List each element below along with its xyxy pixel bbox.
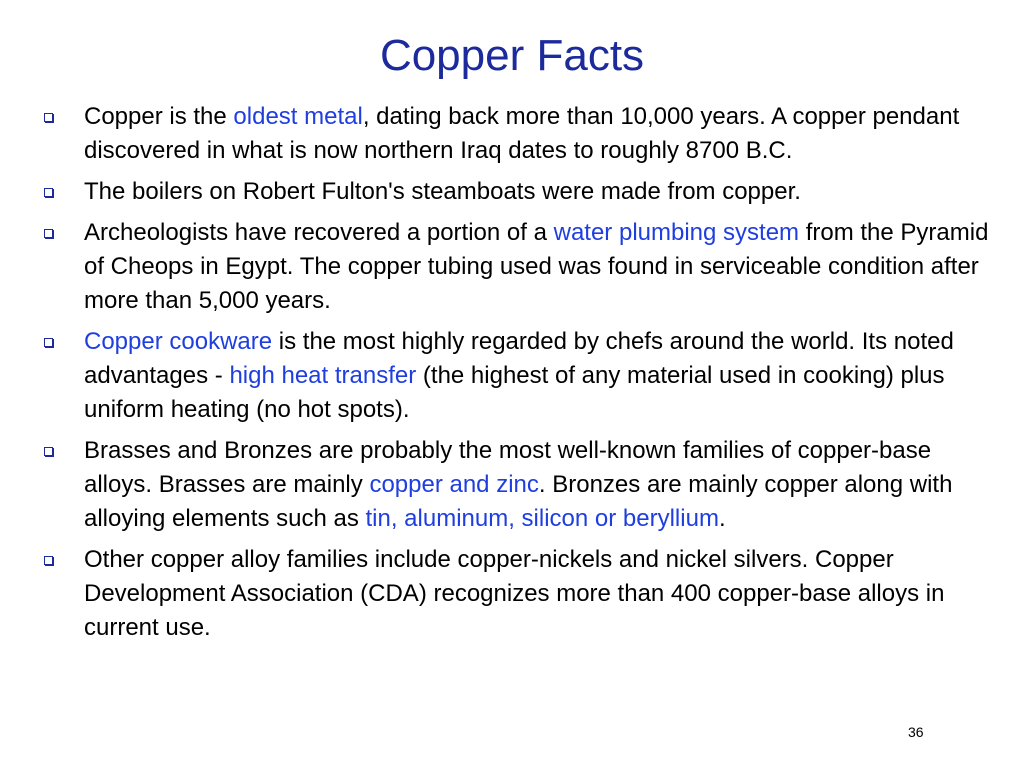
bullet-item-cookware [44,325,1000,427]
page-number: 36 [908,724,924,740]
bullet-text: . Bronzes are mainly copper along with alloying elements such as [84,471,953,532]
square-bullet-icon [44,113,53,122]
highlighted-term: high heat transfer [229,362,417,389]
bullet-text: The boilers on Robert Fulton's steamboats were made from copper. [84,178,801,205]
bullet-item-oldest-metal [44,100,1000,168]
highlighted-term: tin, aluminum, silicon or beryllium [365,505,719,532]
bullet-item-brasses-bronzes [44,434,1000,536]
slide-title: Copper Facts [379,31,645,80]
bullet-text: Brasses and Bronzes are probably the most well-known families of copper-base alloys. Brasses are mainly [84,437,932,498]
bullet-text: (the highest of any material used in cooking) plus uniform heating (no hot spots). [84,362,945,423]
bullet-text: is the most highly regarded by chefs around the world. Its noted advantages - [84,328,954,389]
bullet-text: Other copper alloy families include copper-nickels and nickel silvers. Copper Development Association (CDA) recognizes more than 400 copper-base alloys in current use. [84,546,945,641]
highlighted-term: water plumbing system [553,219,800,246]
bullet-item-other-alloys [44,543,1000,645]
bullet-item-fulton-boilers [44,175,1000,209]
highlighted-term: copper and zinc [369,471,539,498]
square-bullet-icon [44,338,53,347]
bullet-text: Archeologists have recovered a portion of a [84,219,554,246]
square-bullet-icon [44,556,53,565]
bullet-text: Copper is the [84,103,234,130]
square-bullet-icon [44,229,53,238]
bullet-text: . [718,505,726,532]
highlighted-term: Copper cookware [84,328,273,355]
square-bullet-icon [44,188,53,197]
square-bullet-icon [44,447,53,456]
bullet-text: , dating back more than 10,000 years. A copper pendant discovered in what is now northern Iraq dates to roughly 8700 B.C. [84,103,960,164]
bullet-list [44,100,1000,652]
highlighted-term: oldest metal [233,103,363,130]
bullet-item-plumbing [44,216,1000,318]
bullet-text: from the Pyramid of Cheops in Egypt. The copper tubing used was found in serviceable condition after more than 5,000 years. [84,219,989,314]
